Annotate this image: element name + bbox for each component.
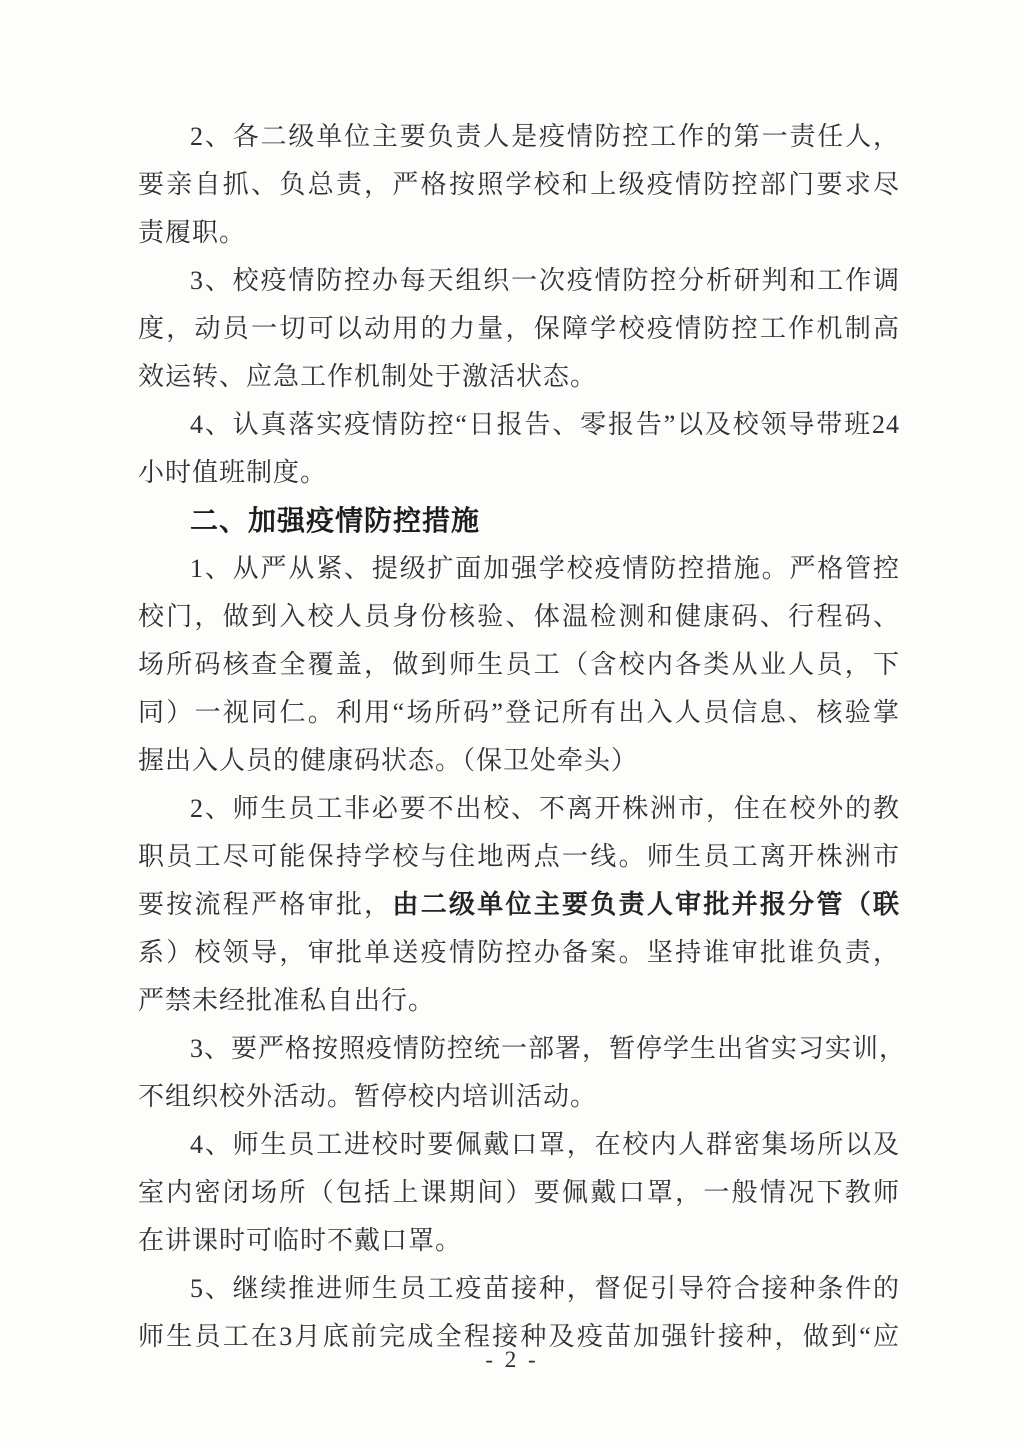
text-line: 2、师生员工非必要不出校、不离开株洲市，住在校外的教 (190, 794, 900, 823)
text-line: 3、要严格按照疫情防控统一部署，暂停学生出省实习实训， (190, 1034, 907, 1063)
text-line: 1、从严从紧、提级扩面加强学校疫情防控措施。严格管控 (190, 554, 900, 583)
text-line: 4、认真落实疫情防控“日报告、零报告”以及校领导带班24 (190, 410, 900, 439)
text-line: 5、继续推进师生员工疫苗接种，督促引导符合接种条件的 (190, 1274, 900, 1303)
text-line: 度，动员一切可以动用的力量，保障学校疫情防控工作机制高 (138, 314, 900, 343)
text-line: 责履职。 (138, 218, 247, 247)
page-number: - 2 - (485, 1347, 539, 1372)
text-line: 握出入人员的健康码状态。（保卫处牵头） (138, 746, 639, 775)
text-segment: 要按流程严格审批， (138, 890, 393, 919)
text-line: 效运转、应急工作机制处于激活状态。 (138, 362, 598, 391)
text-line: 要亲自抓、负总责，严格按照学校和上级疫情防控部门要求尽 (138, 170, 900, 199)
text-line: 4、师生员工进校时要佩戴口罩，在校内人群密集场所以及 (190, 1130, 900, 1159)
text-line: 3、校疫情防控办每天组织一次疫情防控分析研判和工作调 (190, 266, 900, 295)
text-line: 场所码核查全覆盖，做到师生员工（含校内各类从业人员，下 (138, 650, 900, 679)
text-line: 不组织校外活动。暂停校内培训活动。 (138, 1082, 598, 1111)
text-line: 室内密闭场所（包括上课期间）要佩戴口罩，一般情况下教师 (138, 1178, 900, 1207)
emphasis-text: 由二级单位主要负责人审批并报分管（联 (392, 890, 900, 919)
section-heading: 二、加强疫情防控措施 (190, 505, 481, 536)
document-body (138, 113, 907, 1361)
text-line (138, 881, 900, 929)
text-line: 同）一视同仁。利用“场所码”登记所有出入人员信息、核验掌 (138, 698, 900, 727)
text-line: 师生员工在3月底前完成全程接种及疫苗加强针接种，做到“应 (138, 1322, 900, 1351)
text-line: 校门，做到入校人员身份核验、体温检测和健康码、行程码、 (138, 602, 900, 631)
text-line: 在讲课时可临时不戴口罩。 (138, 1226, 463, 1255)
text-line: 职员工尽可能保持学校与住地两点一线。师生员工离开株洲市 (138, 842, 900, 871)
text-line: 2、各二级单位主要负责人是疫情防控工作的第一责任人， (190, 122, 900, 151)
text-line: 小时值班制度。 (138, 458, 328, 487)
text-line: 系）校领导，审批单送疫情防控办备案。坚持谁审批谁负责， (138, 938, 900, 967)
text-line: 严禁未经批准私自出行。 (138, 986, 436, 1015)
